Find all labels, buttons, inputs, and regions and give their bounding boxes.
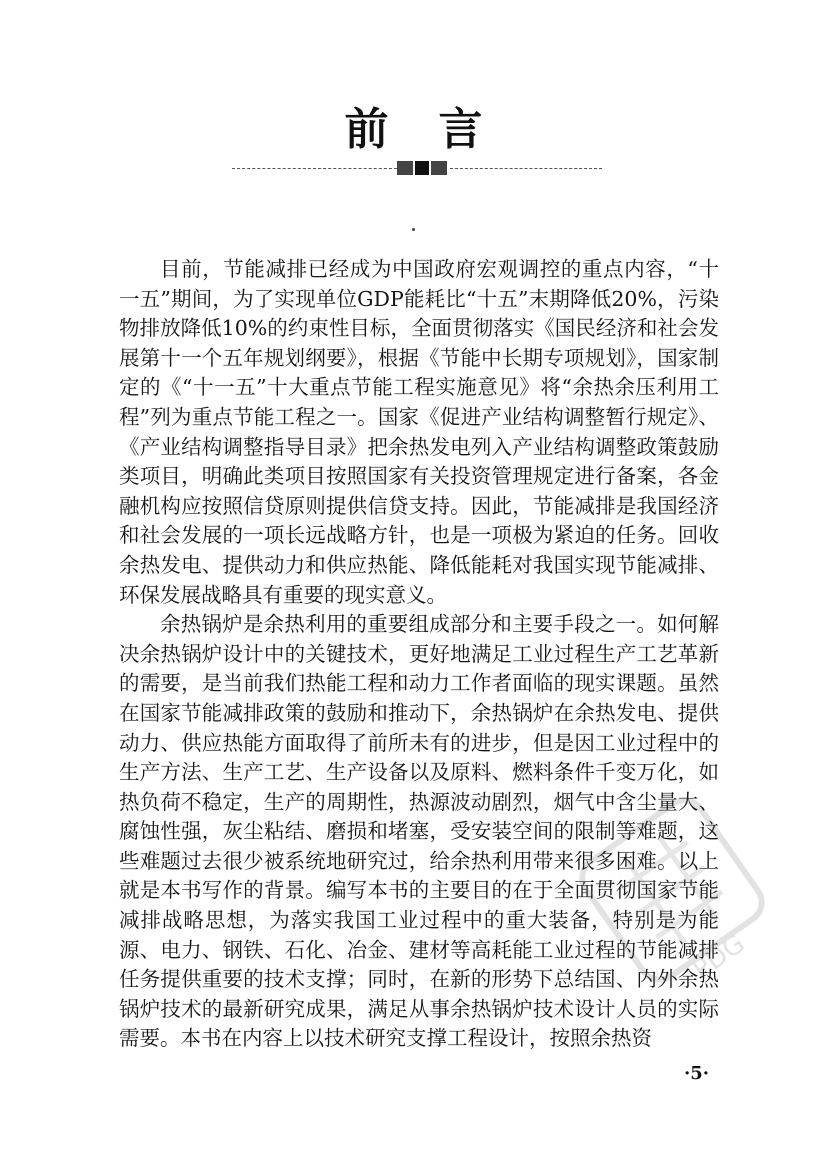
page-number: ·5· bbox=[684, 1063, 710, 1084]
stray-dot bbox=[412, 228, 415, 231]
ornament-dashed-line-left bbox=[232, 168, 397, 169]
paragraph-1: 目前，节能减排已经成为中国政府宏观调控的重点内容，“十一五”期间，为了实现单位GDP能耗比“十五”末期降低20%，污染物排放降低10%的约束性目标，全面贯彻落实《国民经济和社会发展第十一个五年规划纲要》，根据《节能中长期专项规划》，国家制定的《“十一五”十大重点节能工程实施意见》将“余热余压利用工程”列为重点节能工程之一。国家《促进产业结构调整暂行规定》、《产业结构调整指导目录》把余热发电列入产业结构调整政策鼓励类项目，明确此类项目按照国家有关投资管理规定进行备案，各金融机构应按照信贷原则提供信贷支持。因此，节能减排是我国经济和社会发展的一项长远战略方针，也是一项极为紧迫的任务。回收余热发电、提供动力和供应热能、降低能耗对我国实现节能减排、环保发展战略具有重要的现实意义。 bbox=[119, 257, 719, 607]
ornament-dashed-line-right bbox=[450, 168, 602, 169]
watermark-label: PDG bbox=[687, 928, 751, 986]
watermark-seal-icon bbox=[562, 780, 782, 1000]
ornament-emblem bbox=[397, 161, 449, 175]
paragraph-2: 余热锅炉是余热利用的重要组成部分和主要手段之一。如何解决余热锅炉设计中的关键技术，更好地满足工业过程生产工艺革新的需要，是当前我们热能工程和动力工作者面临的现实课题。虽然在国家节能减排政策的鼓励和推动下，余热锅炉在余热发电、提供动力、供应热能方面取得了前所未有的进步，但是因工业过程中的生产方法、生产工艺、生产设备以及原料、燃料条件千变万化，如热负荷不稳定，生产的周期性，热源波动剧烈，烟气中含尘量大、腐蚀性强，灰尘粘结、磨损和堵塞，受安装空间的限制等难题，这些难题过去很少被系统地研究过，给余热利用带来很多困难。以上就是本书写作的背景。编写本书的主要目的在于全面贯彻国家节能减排战略思想，为落实我国工业过程中的重大装备，特别是为能源、电力、钢铁、石化、冶金、建材等高耗能工业过程的节能减排任务提供重要的技术支撑；同时，在新的形势下总结国、内外余热锅炉技术的最新研究成果，满足从事余热锅炉技术设计人员的实际需要。本书在内容上以技术研究支撑工程设计，按照余热资 bbox=[119, 612, 719, 1051]
title-ornament bbox=[232, 160, 602, 176]
page-title: 前言 bbox=[344, 104, 533, 155]
